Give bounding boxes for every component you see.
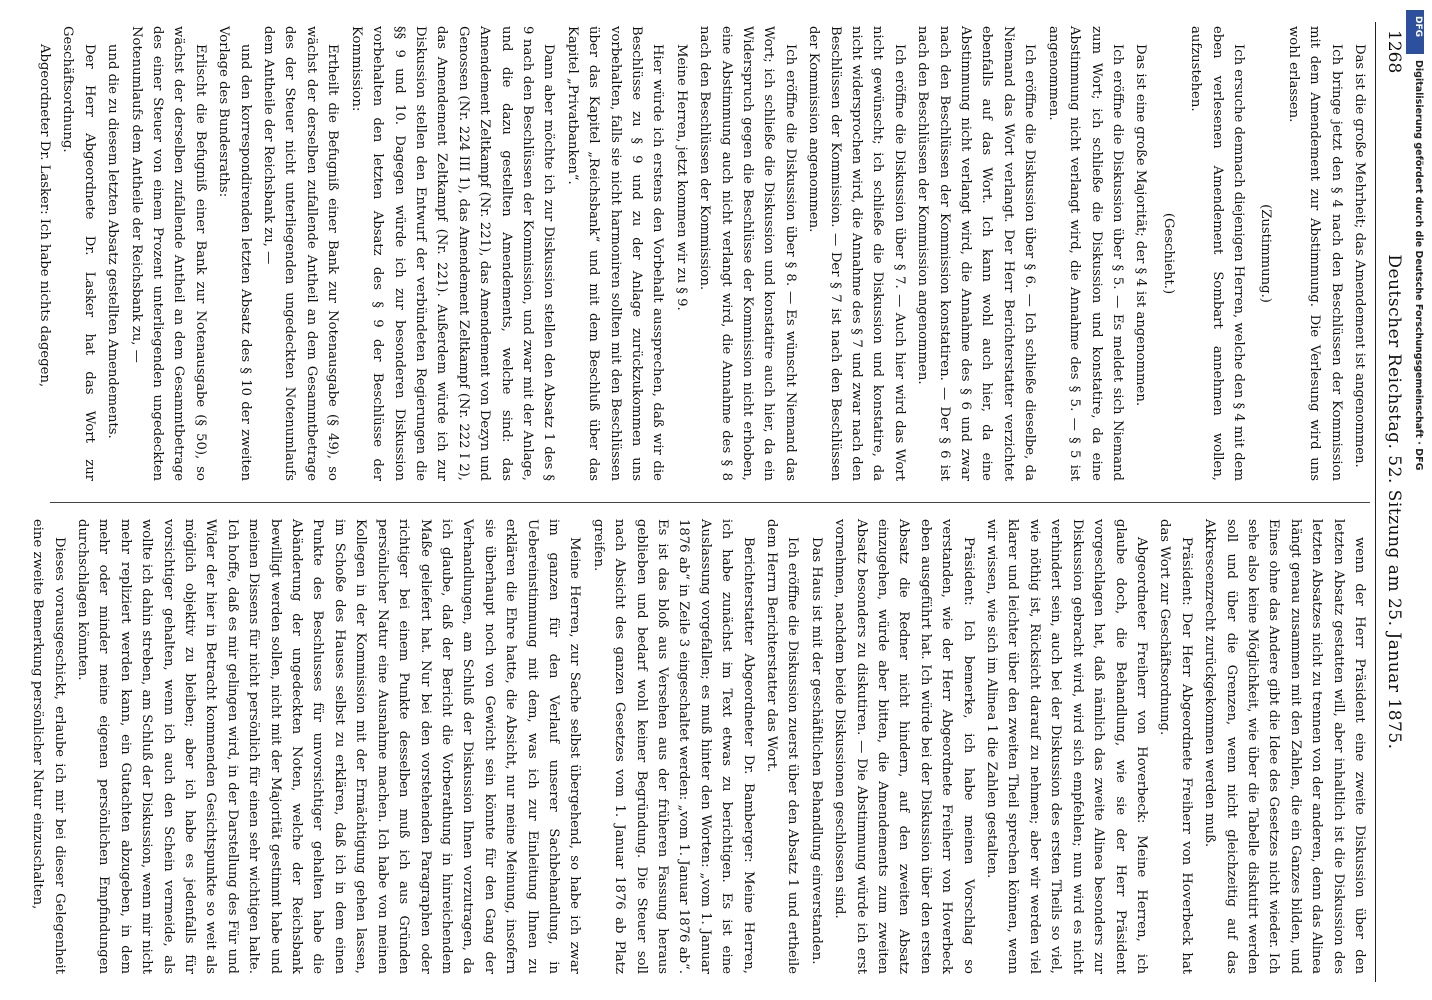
paragraph: Ich eröffne die Diskussion über § 5. — Es meldet sich Niemand zum Wort; ich schließe die Diskussion und konstatire, da eine Abstimmung nicht verlangt wird, die Annahme des § 5. — § 5 ist angenommen. xyxy=(1045,26,1125,481)
paragraph: Präsident: Der Herr Abgeordnete Freiherr von Hoverbeck hat das Wort zur Geschäftsordnung. xyxy=(1157,519,1194,974)
paragraph: Der Herr Abgeordnete Dr. Lasker hat das Wort zur Geschäftsordnung. xyxy=(60,26,97,481)
paragraph: Dieses vorausgeschickt, erlaube ich mir bei dieser Gelegenheit eine zweite Bemerkung persönlicher Natur einzuschalten, xyxy=(30,519,67,974)
paragraph: Ertheilt die Befugniß einer Bank zur Notenausgabe (§ 49), so wächst der derselben zufallende Antheil an dem Gesammtbetrage des der Steuer nicht unterliegenden ungedeckten Notenumlaufs dem Antheile der Reichsbank zu, — xyxy=(261,26,341,481)
paragraph: wenn der Herr Präsident eine zweite Diskussion über den letzten Absatz gestatten will, aber inhaltlich ist die Diskussion des letzten Absatzes nicht zu trennen von der anderen, denn das Alinea hängt genau zusammen mit den Zahlen, die ein Ganzes bilden, und Eines ohne das Andere gibt die Idee des Gesetzes nicht wieder. Ich sehe also keine Möglichkeit, wie über die Tabelle diskutirt werden soll und über die Grenzen, wenn nicht gleichzeitig auf das Akkrescenzrecht zurückgekommen werden muß. xyxy=(1202,519,1367,974)
page-number: 1268 xyxy=(1384,30,1404,74)
stage-direction: (Geschieht.) xyxy=(1160,212,1176,295)
paragraph: und den korrespondirenden letzten Absatz des § 10 der zweiten Vorlage des Bundesraths: xyxy=(216,26,253,481)
paragraph: Das Haus ist mit der geschäftlichen Behandlung einverstanden. xyxy=(808,537,824,965)
sidebar xyxy=(1406,10,1428,990)
page-title: Deutscher Reichstag. 52. Sitzung am 25. Januar 1875. xyxy=(1384,254,1404,750)
paragraph: Ich eröffne die Diskussion über § 8. — Es wünscht Niemand das Wort; ich schließe die Diskussion und konstatire auch hier, da ein Widerspruch gegen die Beschlüsse der Kommission nicht erhoben, eine Abstimmung auch nicht verlangt wird, die Annahme des § 8 nach den Beschlüssen der Kommission. xyxy=(697,26,798,481)
dfg-badge-label: DFG xyxy=(1413,16,1423,38)
paragraph: Ich ersuche demnach diejenigen Herren, welche den § 4 mit dem eben verlesenen Amendement Sombart annehmen wollen, aufzustehen. xyxy=(1188,26,1246,481)
paragraph: Ich eröffne die Diskussion über § 6. — Ich schließe dieselbe, da Niemand das Wort verlangt. Der Herr Berichterstatter verzichtet ebenfalls auf das Wort. Ich kann wohl auch hier, da eine Abstimmung nicht verlangt wird, die Annahme des § 6 und zwar nach den Beschlüssen der Kommission konstatiren. — Der § 6 ist nach den Beschlüssen der Kommission angenommen. xyxy=(915,26,1038,481)
paragraph: Erlischt die Befugniß einer Bank zur Notenausgabe (§ 50), so wächst der derselben zufallende Antheil an dem Gesammtbetrage des einer Steuer von einem Prozent unterliegenden ungedeckten Notenumlaufs dem Antheile der Reichsbank zu, — xyxy=(128,26,208,481)
rotated-page xyxy=(30,22,1410,982)
paragraph: Ich eröffne die Diskussion zuerst über den Absatz 1 und ertheile dem Herrn Berichterstatter das Wort. xyxy=(764,519,801,974)
paragraph: Meine Herren, zur Sache selbst übergehend, so habe ich zwar im ganzen für den Verlauf unserer Sachbehandlung, in Uebereinstimmung mit dem, was ich zur Einleitung Ihnen zu erklären die Ehre hatte, die Absicht, nur meine Meinung, insofern sie überhaupt noch von Gewicht sein könnte für den Gang der Verhandlungen, am Schluß der Diskussion Ihnen vorzutragen, da ich glaube, daß der Bericht die Vorberathung in hinreichendem Maße geliefert hat. Nur bei den vorstehenden Paragraphen oder richtiger bei einem Punkte desselben muß ich aus Gründen persönlicher Natur eine Ausnahme machen. Ich habe von meinen Kollegen in der Kommission mit der Ermächtigung gehen lassen, im Schoße des Hauses selbst zu erklären, daß ich in dem einen Punkte des Beschlusses für unvorsichtiger gehalten habe die Abänderung der ungedeckten Noten, welche der Reichsbank bewilligt werden sollen, nicht mit der Majorität gestimmt habe und meinen Dissens für nicht persönlich für einen sehr wichtigen halte. Ich hoffe, daß es mir gelingen wird, in der Darstellung des Für und Wider der hier in Betracht kommenden Gesichtspunkte so weit als möglich objektiv zu bleiben; aber ich habe es jedenfalls für vorsichtiger gehalten, wenn ich auch den Schein vermeide, als wollte ich dahin streben, am Schluß der Diskussion, wenn mir nicht mehr repliziert werden kann, ein Gutachten abzugeben, in dem mehr oder minder meine eigenen persönlichen Empfindungen durchschlagen könnten. xyxy=(75,519,583,974)
paragraph: Das ist eine große Majorität; der § 4 ist angenommen. xyxy=(1133,44,1149,407)
digitization-credit: Digitalisierung gefördert durch die Deutsche Forschungsgemeinschaft · DFG xyxy=(1413,60,1424,471)
column-divider xyxy=(50,502,1370,503)
paragraph: Meine Herren, jetzt kommen wir zu § 9. xyxy=(673,44,689,311)
paragraph: Ich eröffne die Diskussion über § 7. — Auch hier wird das Wort nicht gewünscht; ich schließe die Diskussion und konstatire, da nicht widersprochen wird, die Annahme des § 7 und zwar nach den Beschlüssen der Kommission. — Der § 7 ist nach den Beschlüssen der Kommission angenommen. xyxy=(806,26,907,481)
paragraph: Ich bringe jetzt den § 4 nach den Beschlüssen der Kommission mit dem Amendement zur Abstimmung. Die Verlesung wird uns wohl erlassen. xyxy=(1285,26,1344,481)
left-column xyxy=(37,26,1370,481)
paragraph: Berichterstatter Abgeordneter Dr. Bamberger: Meine Herren, ich habe zunächst im Text etwas zu berichtigen. Es ist eine Auslassung vorgefallen; es muß hinter den Worten: „vom 1. Januar 1876 ab“ in Zeile 3 eingeschaltet werden: „vom 1. Januar 1876 ab“. Es ist das bloß aus Versehen aus der früheren Fassung heraus geblieben und bedarf wohl keiner Begründung. Die Steuer soll nach Absicht des ganzen Gesetzes vom 1. Januar 1876 ab Platz greifen. xyxy=(590,519,756,974)
paragraph: Präsident: Ich bemerke, ich habe meinen Vorschlag so verstanden, wie der Herr Abgeordnete Freiherr von Hoverbeck eben ausgeführt hat. Ich würde bei der Diskussion über den ersten Absatz die Redner nicht hindern, auf den zweiten Absatz einzugehen, würde aber bitten, die Amendements zum zweiten Absatz besonders zu diskutiren. — Die Abstimmung würde ich erst vornehmen, nachdem beide Diskussionen geschlossen sind. xyxy=(832,519,976,974)
paragraph: Das ist die große Mehrheit; das Amendement ist angenommen. xyxy=(1352,44,1367,468)
stage-direction: (Zustimmung.) xyxy=(1258,204,1274,303)
paragraph: Dann aber möchte ich zur Diskussion stellen den Absatz 1 des § 9 nach den Beschlüssen der Kommission, und zwar mit der Anlage, und die dazu gestellten Amendements, welche sind: das Amendement Zeltkampf (Nr. 221), das Amendement von Dezyn und Genossen (Nr. 224 III 1), das Amendement Zeltkampf (Nr. 222 I 2), das Amendement Zeltkampf (Nr. 221). Außerdem würde ich zur Diskussion stellen den Entwurf der verbündeten Regierungen die §§ 9 und 10. Dagegen würde ich zur besonderen Diskussion vorbehalten den letzten Absatz des § 9 der Beschlüsse der Kommission: xyxy=(348,26,557,481)
dfg-badge xyxy=(1406,10,1424,54)
page-header xyxy=(1375,22,1410,982)
paragraph: Hier würde ich erstens den Vorbehalt aussprechen, daß wir die Beschlüsse zu § 9 und zu der Anlage zurückzukommen uns vorbehalten, falls sie nicht harmoniren sollten mit den Beschlüssen über das Kapitel „Reichsbank“ und mit dem Beschluß über das Kapitel „Privatbanken“. xyxy=(564,26,666,481)
right-column xyxy=(30,519,1370,974)
paragraph: Abgeordneter Freiherr von Hoverbeck: Meine Herren, ich glaube doch, die Behandlung, wie sie der Herr Präsident vorgeschlagen hat, daß nämlich das zweite Alinea besonders zur Diskussion gebracht wird, wird sich empfehlen; nun wird es nicht verhindert sein, auch bei der Diskussion des ersten Theils so viel, wie nöthig ist, Rücksicht darauf zu nehmen; aber wir werden viel klarer und leichter über den zweiten Theil sprechen können, wenn wir wissen, wie sich im Alinea 1 die Zahlen gestalten. xyxy=(984,519,1149,974)
paragraph: Abgeordneter Dr. Lasker: Ich habe nichts dagegen, xyxy=(37,44,53,388)
paragraph: und die zu diesem letzten Absatz gestellten Amendements. xyxy=(105,44,121,439)
